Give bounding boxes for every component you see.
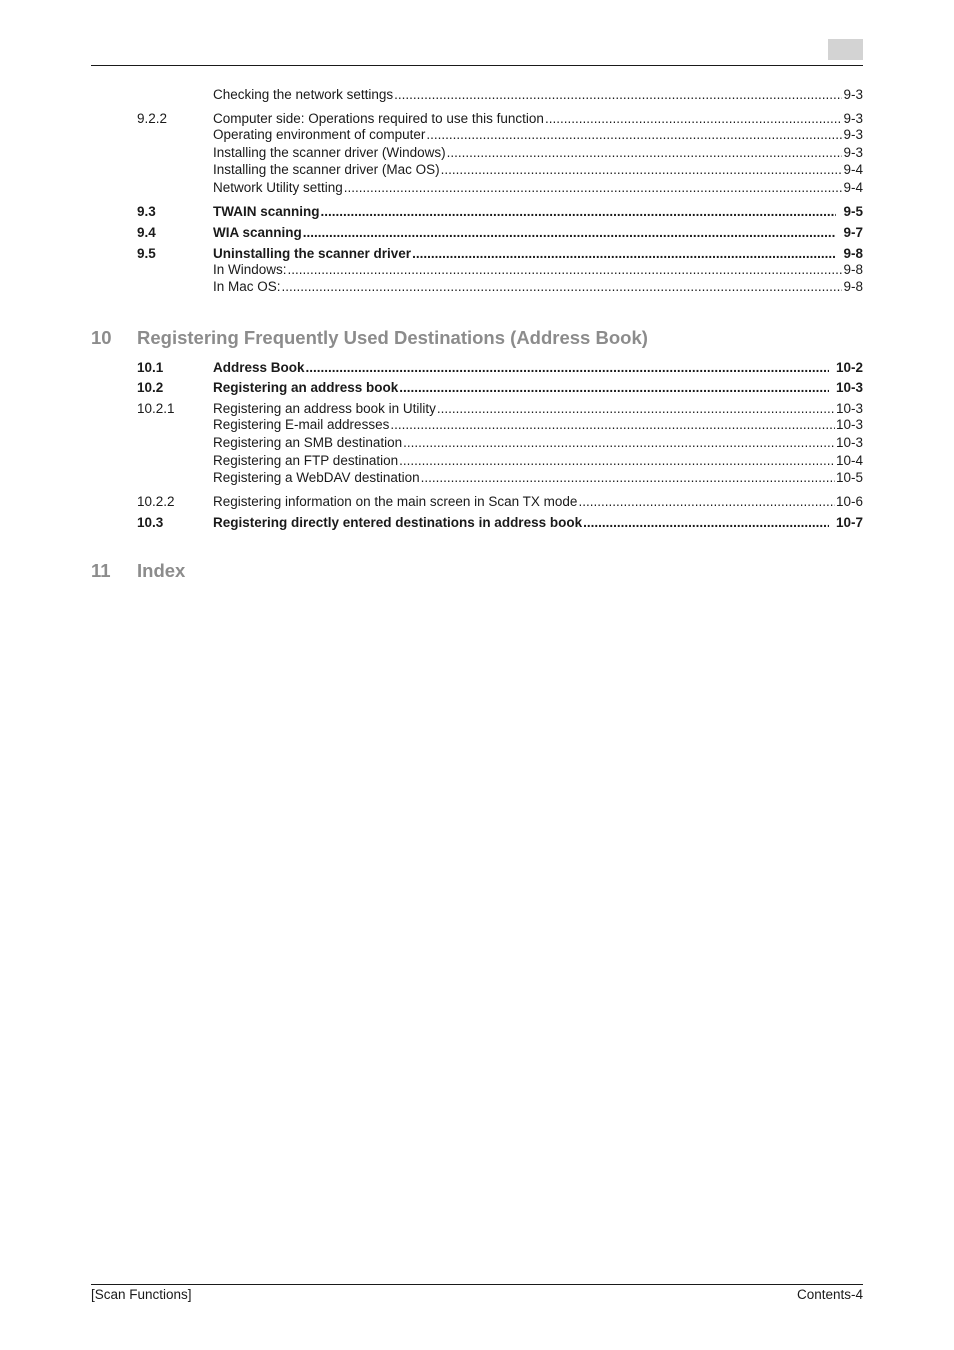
toc-page: 9-3 [843,111,863,126]
chapter-title: Index [137,560,186,581]
toc-page: 10-3 [835,401,863,416]
toc-page: 9-4 [843,162,863,177]
footer-page-number: Contents-4 [796,1287,863,1302]
toc-title: Registering E-mail addresses [213,417,390,432]
toc-title: Address Book [213,360,305,375]
toc-leader [583,514,829,532]
toc-title: Computer side: Operations required to use this function [213,111,544,126]
toc-title: Checking the network settings [213,87,394,102]
toc-title: Registering an address book in Utility [213,401,436,416]
toc-leader [426,126,842,144]
toc-page: 9-3 [843,87,863,102]
toc-page: 10-3 [835,380,863,395]
toc-leader [403,434,835,452]
toc-entry[interactable] [0,278,954,296]
toc-page: 10-7 [835,515,863,530]
footer-rule [91,1284,863,1285]
toc-title: Installing the scanner driver (Mac OS) [213,162,440,177]
toc-leader [282,278,843,296]
toc-page: 9-8 [843,246,863,261]
chapter-number: 10 [91,327,112,348]
toc-title: Registering a WebDAV destination [213,470,420,485]
toc-title: Registering an address book [213,380,399,395]
chapter-heading[interactable] [0,326,954,350]
toc-leader [303,224,837,242]
toc-title: Registering an SMB destination [213,435,403,450]
toc-leader [394,86,842,104]
toc-entry[interactable] [0,379,954,397]
toc-page: 9-4 [843,180,863,195]
toc-leader [306,359,829,377]
toc-page: 10-3 [835,417,863,432]
toc-number: 9.2.2 [137,111,168,126]
toc-entry[interactable] [0,359,954,377]
toc-entry[interactable] [0,469,954,487]
toc-number: 9.4 [137,225,156,240]
toc-page: 10-3 [835,435,863,450]
toc-entry[interactable] [0,416,954,434]
toc-leader [421,469,835,487]
toc-page: 9-5 [843,204,863,219]
toc-leader [578,493,835,511]
toc-leader [447,144,843,162]
toc-title: Registering directly entered destinations in address book [213,515,583,530]
toc-number: 10.2.1 [137,401,175,416]
toc-page: 9-7 [843,225,863,240]
toc-entry[interactable] [0,224,954,242]
toc-page: 10-5 [835,470,863,485]
toc-number: 9.3 [137,204,156,219]
toc-title: In Windows: [213,262,287,277]
toc-entry[interactable] [0,161,954,179]
toc-leader [288,261,843,279]
toc-title: Registering an FTP destination [213,453,399,468]
toc-number: 10.2.2 [137,494,175,509]
toc-page: 9-8 [843,262,863,277]
toc-entry[interactable] [0,493,954,511]
toc-number: 10.2 [137,380,164,395]
toc-leader [321,203,837,221]
toc-title: In Mac OS: [213,279,281,294]
toc-page: 9-3 [843,127,863,142]
toc-title: TWAIN scanning [213,204,320,219]
header-rule [91,65,863,66]
footer-manual-name: [Scan Functions] [91,1287,192,1302]
toc-leader [399,452,835,470]
chapter-title: Registering Frequently Used Destinations (Address Book) [137,327,648,348]
toc-title: Registering information on the main screen in Scan TX mode [213,494,578,509]
toc-title: WIA scanning [213,225,302,240]
toc-number: 10.3 [137,515,164,530]
toc-entry[interactable] [0,144,954,162]
toc-leader [441,161,843,179]
toc-leader [399,379,829,397]
toc-leader [344,179,843,197]
toc-title: Network Utility setting [213,180,343,195]
toc-entry[interactable] [0,452,954,470]
toc-entry[interactable] [0,86,954,104]
toc-entry[interactable] [0,514,954,532]
toc-entry[interactable] [0,126,954,144]
toc-page: 9-3 [843,145,863,160]
chapter-heading[interactable] [0,559,954,583]
toc-leader [390,416,835,434]
toc-entry[interactable] [0,179,954,197]
toc-page: 10-4 [835,453,863,468]
toc-title: Installing the scanner driver (Windows) [213,145,446,160]
toc-number: 9.5 [137,246,156,261]
toc-number: 10.1 [137,360,164,375]
toc-entry[interactable] [0,203,954,221]
toc-title: Operating environment of computer [213,127,426,142]
toc-title: Uninstalling the scanner driver [213,246,412,261]
chapter-number: 11 [91,560,111,581]
toc-page: 10-6 [835,494,863,509]
toc-page: 9-8 [843,279,863,294]
toc-entry[interactable] [0,261,954,279]
header-tab [828,39,863,60]
toc-page: 10-2 [835,360,863,375]
toc-entry[interactable] [0,434,954,452]
